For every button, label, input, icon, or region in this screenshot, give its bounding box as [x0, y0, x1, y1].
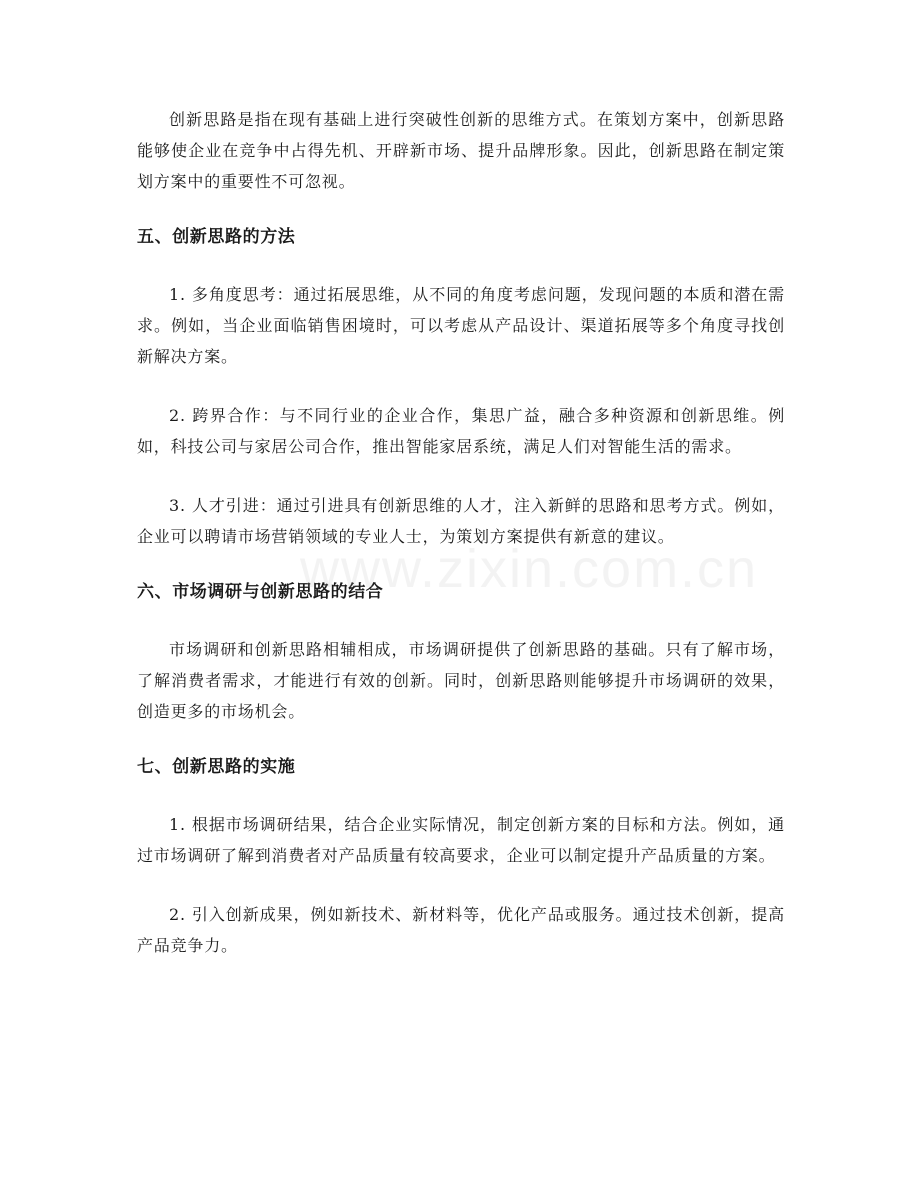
section-heading-methods: 五、创新思路的方法	[137, 227, 296, 247]
section-heading-implementation: 七、创新思路的实施	[137, 757, 296, 777]
method-item-talent: 3. 人才引进：通过引进具有创新思维的人才，注入新鲜的思路和思考方式。例如，企业可以聘请市场营销领域的专业人士，为策划方案提供有新意的建议。	[137, 496, 785, 546]
research-paragraph: 市场调研和创新思路相辅相成，市场调研提供了创新思路的基础。只有了解市场，了解消费者需求，才能进行有效的创新。同时，创新思路则能够提升市场调研的效果，创造更多的市场机会。	[137, 640, 785, 721]
implementation-item-1: 1. 根据市场调研结果，结合企业实际情况，制定创新方案的目标和方法。例如，通过市场调研了解到消费者对产品质量有较高要求，企业可以制定提升产品质量的方案。	[137, 815, 785, 865]
method-item-cross-industry: 2. 跨界合作：与不同行业的企业合作，集思广益，融合多种资源和创新思维。例如，科技公司与家居公司合作，推出智能家居系统，满足人们对智能生活的需求。	[137, 406, 785, 456]
method-item-multi-angle: 1. 多角度思考：通过拓展思维，从不同的角度考虑问题，发现问题的本质和潜在需求。例如，当企业面临销售困境时，可以考虑从产品设计、渠道拓展等多个角度寻找创新解决方案。	[137, 285, 785, 366]
intro-paragraph: 创新思路是指在现有基础上进行突破性创新的思维方式。在策划方案中，创新思路能够使企业在竞争中占得先机、开辟新市场、提升品牌形象。因此，创新思路在制定策划方案中的重要性不可忽视。	[137, 110, 785, 191]
implementation-item-2: 2. 引入创新成果，例如新技术、新材料等，优化产品或服务。通过技术创新，提高产品竞争力。	[137, 905, 785, 955]
document-body	[137, 104, 785, 989]
watermark: www.zixin.com.cn	[300, 539, 759, 599]
section-heading-research: 六、市场调研与创新思路的结合	[137, 582, 384, 602]
